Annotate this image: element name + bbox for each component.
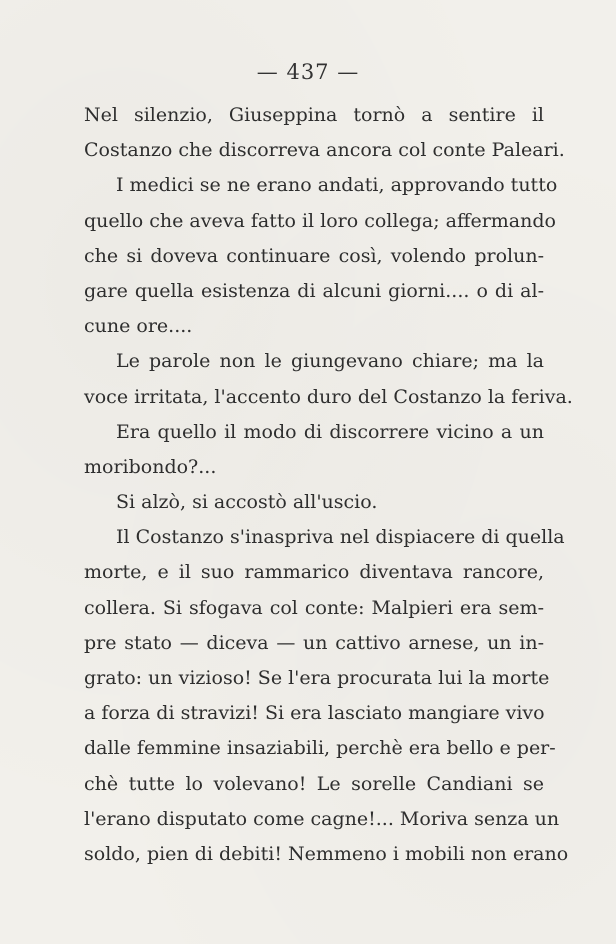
text-line: Nel silenzio, Giuseppina tornò a sentire il [84, 104, 544, 126]
text-line: voce irritata, l'accento duro del Costanzo la feriva. [84, 385, 573, 408]
text-line: moribondo?... [84, 455, 217, 478]
text-line: morte, e il suo rammarico diventava rancore, [84, 561, 544, 584]
body-text [84, 98, 573, 872]
text-line: grato: un vizioso! Se l'era procurata lui la morte [84, 667, 550, 689]
page-number: — 437 — [256, 60, 360, 84]
text-line: cune ore.... [84, 315, 193, 338]
text-line: quello che aveva fatto il loro collega; affermando [84, 209, 556, 232]
text-line: soldo, pien di debiti! Nemmeno i mobili non erano [84, 842, 569, 865]
text-line: Il Costanzo s'inaspriva nel dispiacere di quella [116, 526, 565, 549]
text-line: I medici se ne erano andati, approvando tutto [116, 174, 558, 197]
text-line: a forza di stravizi! Si era lasciato mangiare vivo [84, 702, 545, 725]
text-line: Si alzò, si accostò all'uscio. [116, 491, 378, 514]
text-line: collera. Si sfogava col conte: Malpieri era sem- [84, 596, 544, 619]
text-line: Era quello il modo di discorrere vicino a un [116, 420, 544, 443]
text-line: gare quella esistenza di alcuni giorni.... o di al- [84, 279, 544, 302]
text-line: Le parole non le giungevano chiare; ma la [116, 350, 544, 373]
text-line: Costanzo che discorreva ancora col conte Paleari. [84, 139, 565, 162]
text-line: chè tutte lo volevano! Le sorelle Candiani se [84, 772, 544, 795]
text-line: pre stato — diceva — un cattivo arnese, un in- [84, 631, 544, 654]
text-line: l'erano disputato come cagne!... Moriva senza un [84, 807, 560, 830]
text-line: dalle femmine insaziabili, perchè era bello e per- [84, 737, 556, 760]
text-line: che si doveva continuare così, volendo prolun- [84, 244, 544, 267]
